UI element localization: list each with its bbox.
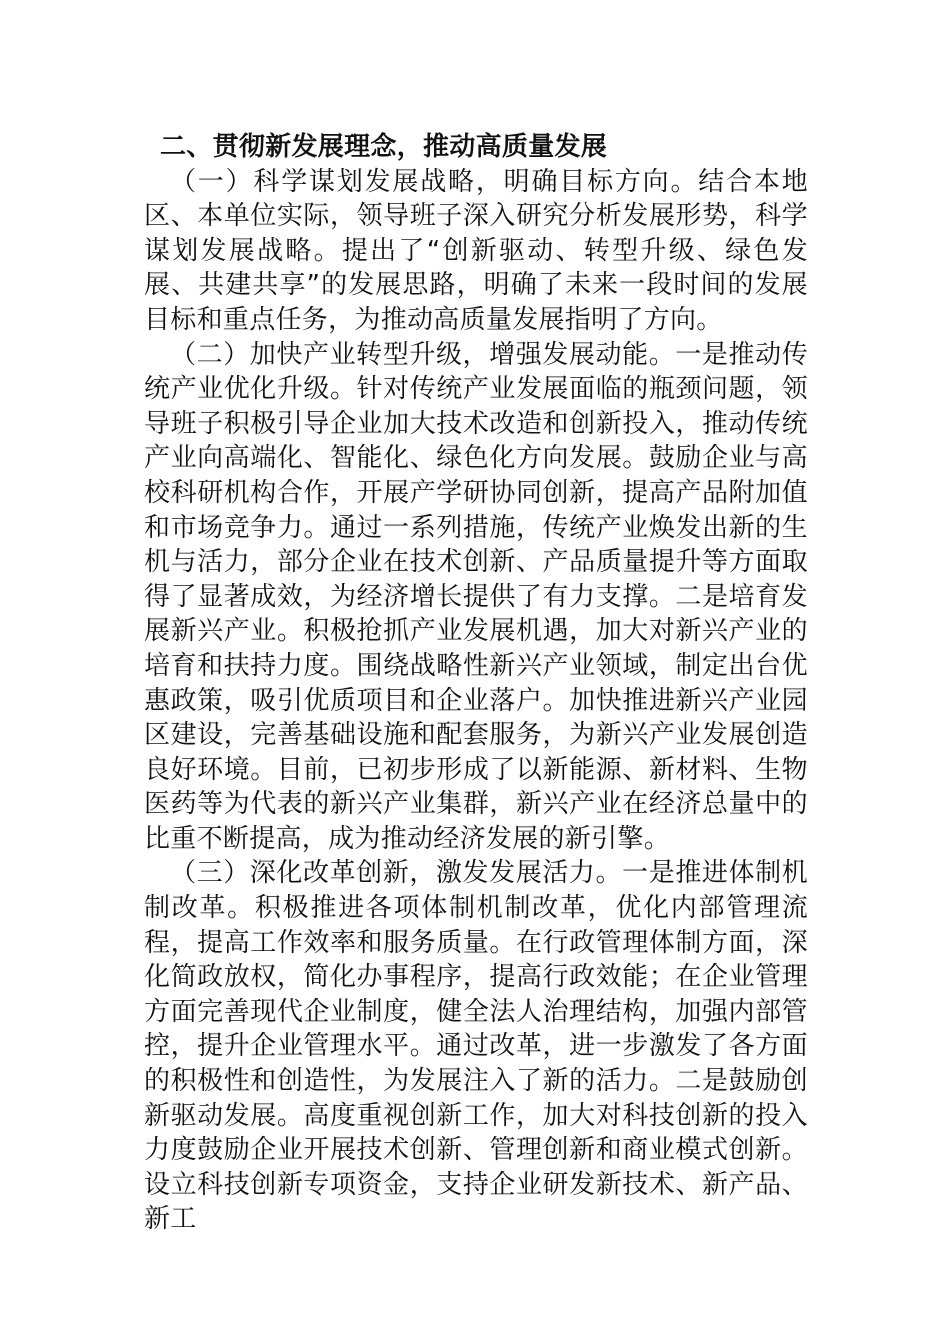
paragraph-reform-innovation: （三）深化改革创新，激发发展活力。一是推进体制机制改革。积极推进各项体制机制改革，优化内部管理流程，提高工作效率和服务质量。在行政管理体制方面，深化简政放权，简化办事程序，提高行政效能；在企业管理方面完善现代企业制度，健全法人治理结构，加强内部管控，提升企业管理水平。通过改革，进一步激发了各方面的积极性和创造性，为发展注入了新的活力。二是鼓励创新驱动发展。高度重视创新工作，加大对科技创新的投入力度鼓励企业开展技术创新、管理创新和商业模式创新。设立科技创新专项资金，支持企业研发新技术、新产品、新工 xyxy=(144,858,808,1235)
section-heading: 二、贯彻新发展理念，推动高质量发展 xyxy=(160,132,608,162)
document-body xyxy=(144,130,808,1237)
paragraph-strategy: （一）科学谋划发展战略，明确目标方向。结合本地区、本单位实际，领导班子深入研究分析发展形势，科学谋划发展战略。提出了“创新驱动、转型升级、绿色发展、共建共享”的发展思路，明确了未来一段时间的发展目标和重点任务，为推动高质量发展指明了方向。 xyxy=(144,166,808,335)
paragraph-industry-upgrade: （二）加快产业转型升级，增强发展动能。一是推动传统产业优化升级。针对传统产业发展面临的瓶颈问题，领导班子积极引导企业加大技术改造和创新投入，推动传统产业向高端化、智能化、绿色化方向发展。鼓励企业与高校科研机构合作，开展产学研协同创新，提高产品附加值和市场竞争力。通过一系列措施，传统产业焕发出新的生机与活力，部分企业在技术创新、产品质量提升等方面取得了显著成效，为经济增长提供了有力支撑。二是培育发展新兴产业。积极抢抓产业发展机遇，加大对新兴产业的培育和扶持力度。围绕战略性新兴产业领域，制定出台优惠政策，吸引优质项目和企业落户。加快推进新兴产业园区建设，完善基础设施和配套服务，为新兴产业发展创造良好环境。目前，已初步形成了以新能源、新材料、生物医药等为代表的新兴产业集群，新兴产业在经济总量中的比重不断提高，成为推动经济发展的新引擎。 xyxy=(144,339,808,854)
